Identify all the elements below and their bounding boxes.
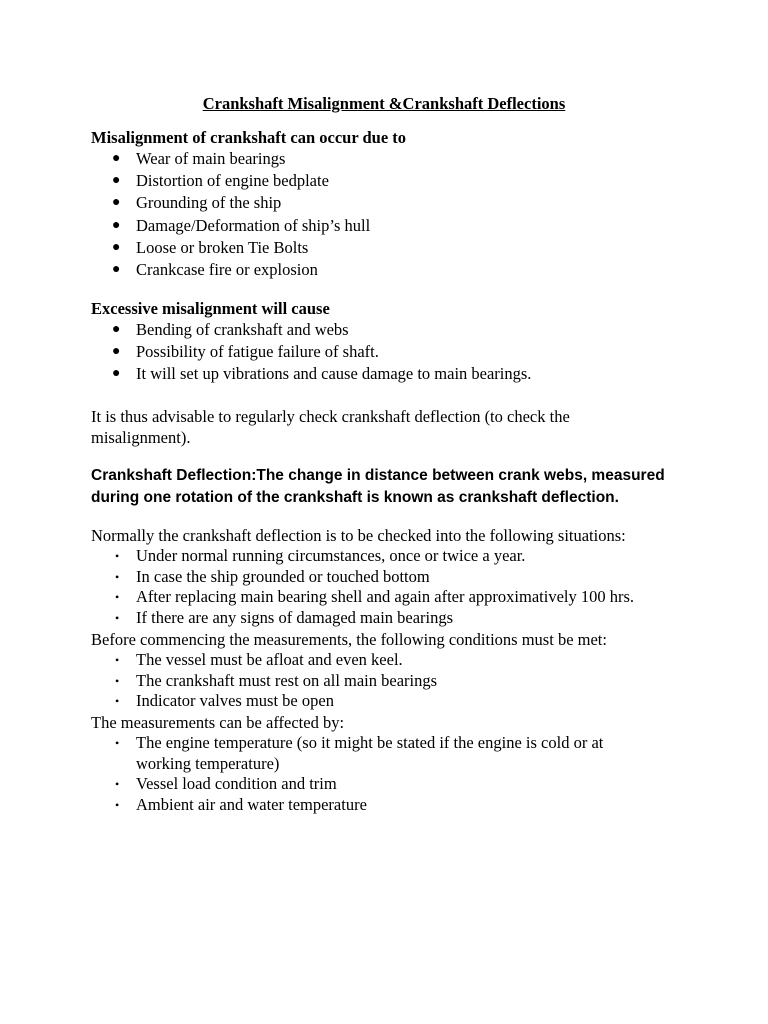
bullet-icon: •: [115, 777, 120, 792]
list-item: • The crankshaft must rest on all main bearings: [115, 670, 438, 690]
bullet-icon: •: [115, 736, 120, 750]
list-item: ● Grounding of the ship: [0, 192, 768, 214]
bullet-icon: ●: [112, 366, 121, 382]
list-item: • Under normal running circumstances, once or twice a year.: [115, 546, 526, 565]
bullet-icon: ●: [112, 239, 121, 255]
affected-intro: The measurements can be affected by:: [91, 713, 345, 732]
bullet-icon: ●: [112, 195, 121, 211]
bullet-icon: ●: [112, 151, 121, 166]
bullet-icon: •: [115, 653, 120, 667]
document-title: Crankshaft Misalignment &Crankshaft Deflections: [202, 94, 566, 113]
list-item: • If there are any signs of damaged main bearings: [115, 607, 454, 627]
conditions-intro: Before commencing the measurements, the following conditions must be met:: [91, 630, 607, 649]
bullet-icon: •: [115, 610, 120, 625]
conditions-list: [0, 650, 768, 712]
list-item: • The vessel must be afloat and even keel.: [115, 650, 403, 669]
list-item: ● Crankcase fire or explosion: [0, 259, 768, 281]
advice-paragraph: It is thus advisable to regularly check crankshaft deflection (to check the misalignment).: [91, 407, 570, 447]
list-item: ● Wear of main bearings: [0, 148, 768, 170]
bullet-icon: •: [115, 694, 120, 709]
situations-intro: Normally the crankshaft deflection is to be checked into the following situations:: [91, 526, 626, 545]
misalignment-causes-list: [0, 148, 768, 281]
misalignment-effects-list: [0, 319, 768, 386]
bullet-icon: •: [115, 549, 120, 563]
list-item: ● Distortion of engine bedplate: [0, 170, 768, 192]
list-item: • After replacing main bearing shell and again after approximatively 100 hrs.: [115, 587, 635, 607]
affected-list: [0, 733, 768, 815]
bullet-icon: ●: [112, 322, 121, 337]
bullet-icon: ●: [112, 173, 121, 189]
list-item: • In case the ship grounded or touched bottom: [115, 566, 430, 586]
list-item: • Ambient air and water temperature: [115, 794, 367, 814]
bullet-icon: •: [115, 673, 120, 688]
list-item: ● It will set up vibrations and cause damage to main bearings.: [0, 363, 768, 385]
list-item: • The engine temperature (so it might be stated if the engine is cold or at working temperature): [115, 733, 604, 773]
bullet-icon: ●: [112, 261, 121, 277]
list-item: ● Damage/Deformation of ship’s hull: [0, 215, 768, 237]
situations-list: [0, 546, 768, 628]
list-item: ● Bending of crankshaft and webs: [0, 319, 768, 341]
list-item: ● Loose or broken Tie Bolts: [0, 237, 768, 259]
bullet-icon: ●: [112, 344, 121, 360]
bullet-icon: •: [115, 590, 120, 605]
bullet-icon: •: [115, 797, 120, 812]
misalignment-causes-heading: Misalignment of crankshaft can occur due to: [91, 128, 407, 147]
list-item: • Indicator valves must be open: [115, 691, 334, 711]
list-item: ● Possibility of fatigue failure of shaft.: [0, 341, 768, 363]
misalignment-effects-heading: Excessive misalignment will cause: [91, 299, 330, 318]
deflection-definition: Crankshaft Deflection:The change in distance between crank webs, measured during one rotation of the crankshaft is known as crankshaft deflection.: [91, 467, 665, 506]
bullet-icon: •: [115, 569, 120, 584]
bullet-icon: ●: [112, 217, 121, 233]
list-item: • Vessel load condition and trim: [115, 774, 337, 794]
